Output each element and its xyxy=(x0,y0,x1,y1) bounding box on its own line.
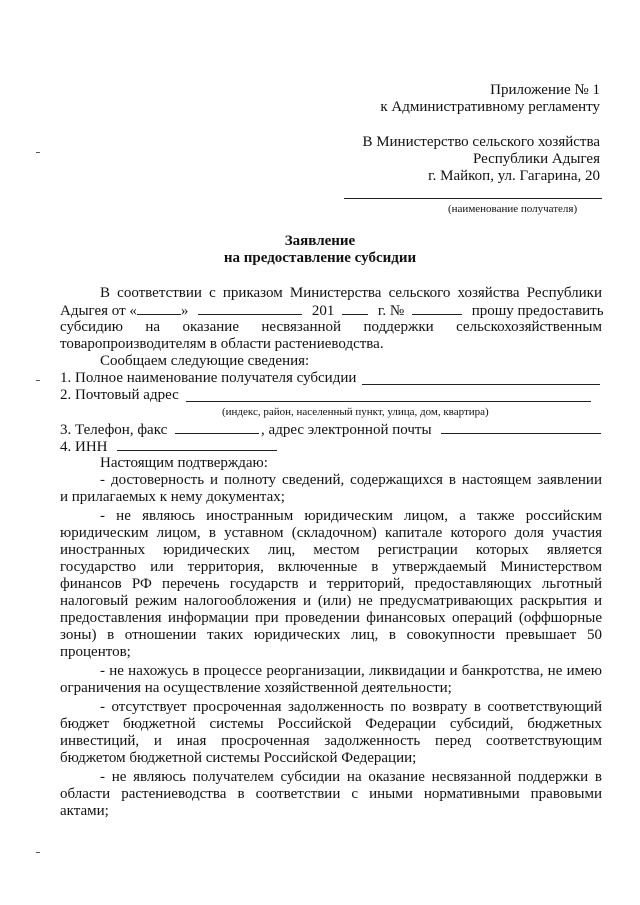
addressee-line-3: г. Майкоп, ул. Гагарина, 20 xyxy=(428,168,600,184)
addressee-line-1: В Министерство сельского хозяйства xyxy=(362,134,600,150)
intro-line-2 xyxy=(60,302,604,320)
confirm-lead: Настоящим подтверждаю: xyxy=(100,455,268,471)
confirm-p5-line: области растениеводства в соответствии с иными нормативными правовыми xyxy=(60,786,602,802)
recipient-full-name-field[interactable] xyxy=(362,384,600,385)
intro-line-1: В соответствии с приказом Министерства сельского хозяйства Республики xyxy=(100,285,602,301)
confirm-p4-line: бюджет бюджетной системы Российской Федерации субсидий, бюджетных xyxy=(60,716,602,732)
postal-address-field[interactable] xyxy=(186,401,591,402)
info-item-2: 2. Почтовый адрес xyxy=(60,387,179,403)
confirm-p2-line: финансов РФ перечень государств и территорий, предоставляющих льготный xyxy=(60,576,602,592)
confirm-p3-line: - не нахожусь в процессе реорганизации, ликвидации и банкротства, не имею xyxy=(100,663,602,679)
order-day-field[interactable] xyxy=(137,302,181,315)
intro-line-3: субсидию на оказание несвязанной поддержки сельскохозяйственным xyxy=(60,319,602,335)
inn-label: 4. ИНН xyxy=(60,439,108,455)
scan-mark xyxy=(36,852,40,853)
intro-line-4: товаропроизводителям в области растениеводства. xyxy=(60,336,384,352)
document-title: Заявление xyxy=(284,233,356,249)
inn-field[interactable] xyxy=(117,438,277,451)
email-field[interactable] xyxy=(441,421,601,434)
recipient-name-field[interactable] xyxy=(344,198,602,199)
info-item-1: 1. Полное наименование получателя субсидии xyxy=(60,370,357,386)
intro-year-prefix: 201 xyxy=(311,303,335,319)
intro-request: прошу предоставить xyxy=(471,303,604,319)
confirm-p4-line: - отсутствует просроченная задолженность по возврату в соответствующий xyxy=(100,699,602,715)
confirm-p1-line: и прилагаемых к нему документах; xyxy=(60,489,285,505)
order-number-field[interactable] xyxy=(412,302,462,315)
intro-number-prefix: г. № xyxy=(377,303,405,319)
confirm-p5-line: - не являюсь получателем субсидии на оказание несвязанной поддержки в xyxy=(100,769,602,785)
confirm-p5-line: актами; xyxy=(60,803,109,819)
confirm-p4-line: бюджетом бюджетной системы Российской Федерации; xyxy=(60,750,417,766)
confirm-p2-line: юридическим лицом, в уставном (складочном) капитале которого доля участия xyxy=(60,525,602,541)
confirm-p1-line: - достоверность и полноту сведений, содержащихся в настоящем заявлении xyxy=(100,472,602,488)
order-year-field[interactable] xyxy=(342,302,368,315)
regulation-reference: к Административному регламенту xyxy=(380,99,600,115)
order-month-field[interactable] xyxy=(198,302,302,315)
confirm-p2-line: налоговый режим налогообложения и (или) не предусматривающих раскрытия и xyxy=(60,593,602,609)
phone-fax-label: 3. Телефон, факс xyxy=(60,422,168,438)
confirm-p2-line: предоставления информации при проведении финансовых операций (оффшорные xyxy=(60,610,602,626)
info-lead: Сообщаем следующие сведения: xyxy=(100,353,310,369)
confirm-p2-line: иностранных юридических лиц, местом регистрации которых является xyxy=(60,542,602,558)
appendix-number: Приложение № 1 xyxy=(490,82,600,98)
confirm-p2-line: процентов; xyxy=(60,644,131,660)
confirm-p2-line: зоны) в отношении таких юридических лиц, в совокупности превышает 50 xyxy=(60,627,602,643)
postal-address-caption: (индекс, район, населенный пункт, улица, дом, квартира) xyxy=(222,406,489,418)
confirm-p2-line: - не являюсь иностранным юридическим лицом, а также российским xyxy=(100,508,602,524)
scan-mark xyxy=(36,152,40,153)
info-item-3 xyxy=(60,421,601,439)
confirm-p2-line: государство или территория, включенные в утверждаемый Министерством xyxy=(60,559,602,575)
intro-date-close: » xyxy=(180,303,189,319)
scan-mark xyxy=(36,380,40,381)
intro-date-prefix: Адыгея от « xyxy=(60,303,137,319)
confirm-p3-line: ограничения на осуществление хозяйственной деятельности; xyxy=(60,680,452,696)
recipient-caption: (наименование получателя) xyxy=(448,203,578,215)
phone-fax-field[interactable] xyxy=(175,421,259,434)
addressee-line-2: Республики Адыгея xyxy=(472,151,600,167)
document-subtitle: на предоставление субсидии xyxy=(223,250,417,266)
info-item-4 xyxy=(60,438,277,456)
confirm-p4-line: инвестиций, и иная просроченная задолженность перед соответствующим xyxy=(60,733,602,749)
email-label: , адрес электронной почты xyxy=(261,422,432,438)
